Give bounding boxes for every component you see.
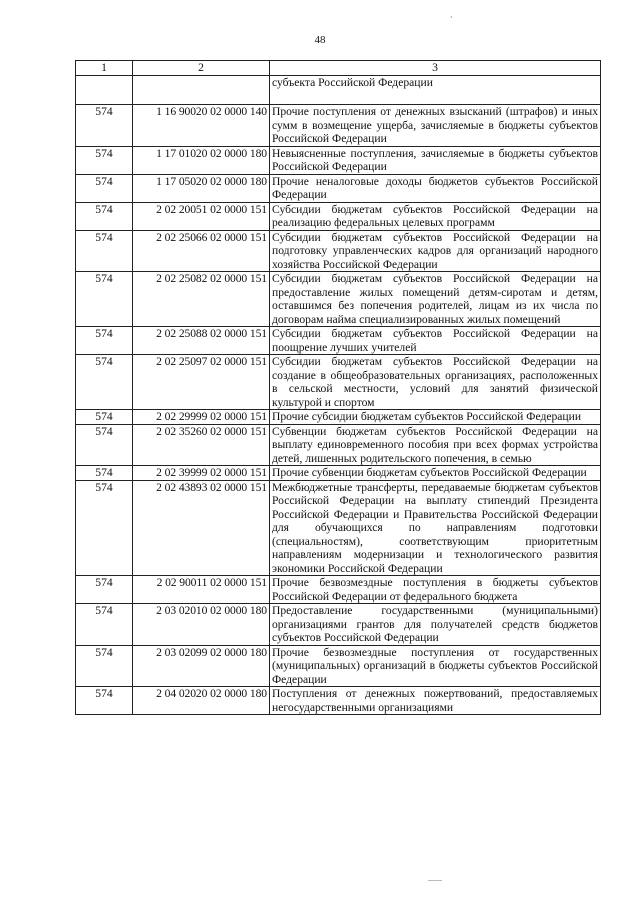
income-name-cell: Прочие субсидии бюджетам субъектов Российской Федерации: [270, 410, 601, 425]
table-row: [76, 645, 601, 687]
table-row: [76, 327, 601, 355]
income-name-cell: Субсидии бюджетам субъектов Российской Федерации на реализацию федеральных целевых программ: [270, 202, 601, 230]
budget-code-cell: 2 02 35260 02 0000 151: [133, 424, 270, 466]
table-body: [76, 105, 601, 715]
budget-code-cell: 2 02 25082 02 0000 151: [133, 272, 270, 327]
budget-code-cell: 1 17 05020 02 0000 180: [133, 174, 270, 202]
admin-code-cell: 574: [76, 327, 133, 355]
admin-code-cell: 574: [76, 466, 133, 481]
income-name-cell: Поступления от денежных пожертвований, предоставляемых негосударственными организациями: [270, 687, 601, 715]
admin-code-cell: 574: [76, 174, 133, 202]
budget-code-cell: 2 02 25066 02 0000 151: [133, 230, 270, 272]
admin-code-cell: 574: [76, 687, 133, 715]
income-name-cell: Прочие безвозмездные поступления от государственных (муниципальных) организаций в бюджеты субъектов Российской Федерации: [270, 645, 601, 687]
table-row: [76, 174, 601, 202]
budget-code-cell: 2 02 20051 02 0000 151: [133, 202, 270, 230]
income-name-cell: Предоставление государственными (муниципальными) организациями грантов для получателей средств бюджетов субъектов Российской Федерации: [270, 604, 601, 646]
budget-code-cell: 2 02 29999 02 0000 151: [133, 410, 270, 425]
table-cell: [76, 76, 133, 105]
continuation-text: субъекта Российской Федерации: [270, 76, 601, 105]
income-name-cell: Прочие поступления от денежных взысканий (штрафов) и иных сумм в возмещение ущерба, зачисляемые в бюджеты субъектов Российской Федерации: [270, 105, 601, 147]
budget-code-cell: 1 17 01020 02 0000 180: [133, 146, 270, 174]
table-row: [76, 146, 601, 174]
income-name-cell: Субвенции бюджетам субъектов Российской Федерации на выплату единовременного пособия при всех формах устройства детей, лишенных родительского попечения, в семью: [270, 424, 601, 466]
admin-code-cell: 574: [76, 355, 133, 410]
income-name-cell: Субсидии бюджетам субъектов Российской Федерации на создание в общеобразовательных организациях, расположенных в сельской местности, условий для занятий физической культурой и спортом: [270, 355, 601, 410]
income-name-cell: Субсидии бюджетам субъектов Российской Федерации на предоставление жилых помещений детям-сиротам и детям, оставшимся без попечения родителей, лицам из их числа по договорам найма специализированных жилых помещений: [270, 272, 601, 327]
admin-code-cell: 574: [76, 202, 133, 230]
budget-code-cell: 2 03 02099 02 0000 180: [133, 645, 270, 687]
table-row: [76, 410, 601, 425]
table-row: [76, 466, 601, 481]
scan-mark: `: [450, 15, 453, 25]
table-row: [76, 202, 601, 230]
income-name-cell: Межбюджетные трансферты, передаваемые бюджетам субъектов Российской Федерации на выплату стипендий Президента Российской Федерации и Правительства Российской Федерации для обучающихся по направлениям подготовки (специальностям), соответствующим приоритетным направлениям модернизации и технологического развития экономики Российской Федерации: [270, 480, 601, 576]
scan-mark: [428, 880, 442, 881]
budget-code-cell: 2 02 90011 02 0000 151: [133, 576, 270, 604]
admin-code-cell: 574: [76, 272, 133, 327]
budget-code-cell: 2 03 02010 02 0000 180: [133, 604, 270, 646]
column-header: 1: [76, 61, 133, 76]
budget-code-cell: 2 02 25088 02 0000 151: [133, 327, 270, 355]
table-row: [76, 105, 601, 147]
table-header-row: [76, 61, 601, 76]
income-name-cell: Прочие субвенции бюджетам субъектов Российской Федерации: [270, 466, 601, 481]
admin-code-cell: 574: [76, 146, 133, 174]
admin-code-cell: 574: [76, 230, 133, 272]
budget-code-cell: 1 16 90020 02 0000 140: [133, 105, 270, 147]
admin-code-cell: 574: [76, 576, 133, 604]
column-header: 2: [133, 61, 270, 76]
income-name-cell: Прочие безвозмездные поступления в бюджеты субъектов Российской Федерации от федерального бюджета: [270, 576, 601, 604]
admin-code-cell: 574: [76, 410, 133, 425]
budget-code-cell: 2 02 43893 02 0000 151: [133, 480, 270, 576]
budget-code-cell: 2 04 02020 02 0000 180: [133, 687, 270, 715]
table-row: [76, 355, 601, 410]
column-header: 3: [270, 61, 601, 76]
table-row: [76, 480, 601, 576]
page-number: 48: [314, 34, 326, 46]
admin-code-cell: 574: [76, 105, 133, 147]
table-row: [76, 604, 601, 646]
admin-code-cell: 574: [76, 480, 133, 576]
income-name-cell: Прочие неналоговые доходы бюджетов субъектов Российской Федерации: [270, 174, 601, 202]
table-row: [76, 576, 601, 604]
table-row: [76, 272, 601, 327]
budget-code-cell: 2 02 25097 02 0000 151: [133, 355, 270, 410]
income-name-cell: Субсидии бюджетам субъектов Российской Федерации на поощрение лучших учителей: [270, 327, 601, 355]
admin-code-cell: 574: [76, 604, 133, 646]
admin-code-cell: 574: [76, 424, 133, 466]
table-row: [76, 230, 601, 272]
budget-codes-table: [75, 60, 601, 715]
budget-code-cell: 2 02 39999 02 0000 151: [133, 466, 270, 481]
table-cell: [133, 76, 270, 105]
continuation-row: [76, 76, 601, 105]
table-row: [76, 687, 601, 715]
admin-code-cell: 574: [76, 645, 133, 687]
income-name-cell: Субсидии бюджетам субъектов Российской Федерации на подготовку управленческих кадров для организаций народного хозяйства Российской Федерации: [270, 230, 601, 272]
income-name-cell: Невыясненные поступления, зачисляемые в бюджеты субъектов Российской Федерации: [270, 146, 601, 174]
table-row: [76, 424, 601, 466]
